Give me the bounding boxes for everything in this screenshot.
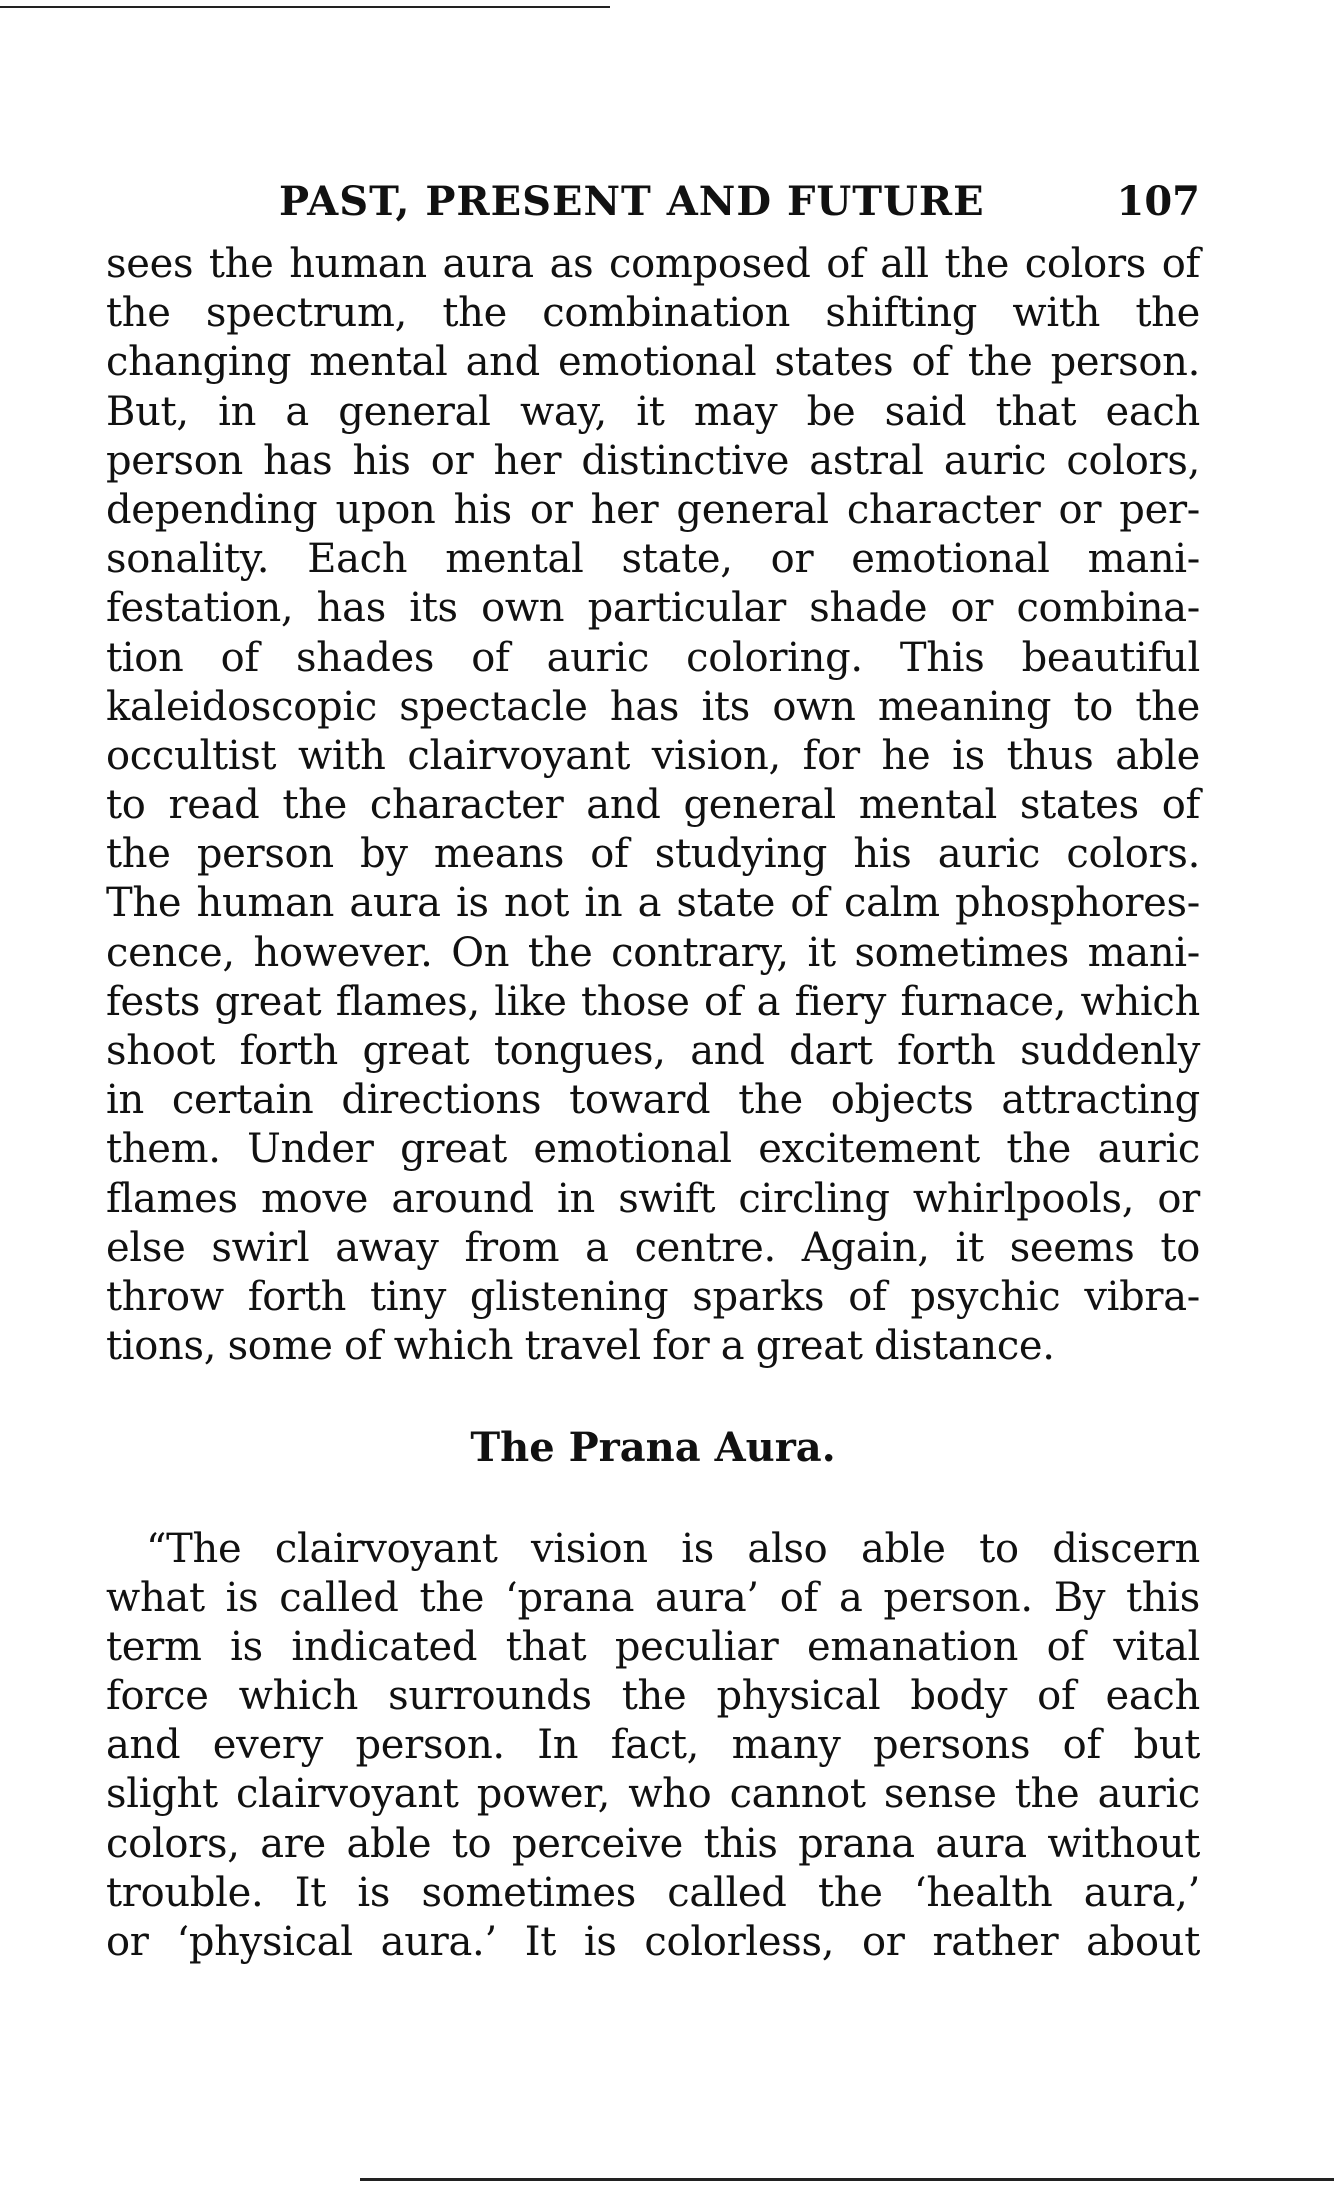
page-number: 107 (1116, 178, 1200, 225)
section-heading: The Prana Aura. (470, 1424, 836, 1472)
text-line: what is called the ‘prana aura’ of a person. By this (106, 1574, 1200, 1621)
text-line: festation, has its own particular shade or combina- (106, 585, 1200, 632)
text-line: slight clairvoyant power, who cannot sense the auric (106, 1771, 1200, 1818)
book-page (106, 170, 1200, 1967)
text-line: sonality. Each mental state, or emotional mani- (106, 536, 1200, 583)
text-line: the spectrum, the combination shifting with the (106, 290, 1200, 337)
text-line: sees the human aura as composed of all the colors of (106, 241, 1200, 287)
text-line: flames move around in swift circling whirlpools, or (106, 1175, 1200, 1222)
bottom-edge-rule (360, 2178, 1334, 2181)
text-line: in certain directions toward the objects attracting (106, 1077, 1200, 1124)
text-line: else swirl away from a centre. Again, it seems to (106, 1224, 1200, 1271)
paragraph-aura-colors (106, 240, 1200, 1371)
text-line: depending upon his or her general character or per- (106, 486, 1200, 533)
running-head-title: PAST, PRESENT AND FUTURE (279, 178, 985, 225)
text-line: trouble. It is sometimes called the ‘health aura,’ (106, 1869, 1200, 1916)
text-line: and every person. In fact, many persons of but (106, 1722, 1200, 1769)
top-edge-rule (0, 6, 610, 8)
paragraph-prana-aura (106, 1525, 1200, 1968)
text-line: kaleidoscopic spectacle has its own meaning to the (106, 683, 1200, 730)
text-line: tion of shades of auric coloring. This beautiful (106, 634, 1200, 681)
text-line: person has his or her distinctive astral auric colors, (106, 437, 1200, 484)
text-line: them. Under great emotional excitement the auric (106, 1126, 1200, 1173)
text-line: to read the character and general mental states of (106, 782, 1200, 829)
text-line: occultist with clairvoyant vision, for he is thus able (106, 732, 1200, 779)
text-line: shoot forth great tongues, and dart forth suddenly (106, 1028, 1200, 1074)
text-line: or ‘physical aura.’ It is colorless, or rather about (106, 1919, 1200, 1965)
text-line: The human aura is not in a state of calm phosphores- (106, 880, 1200, 927)
text-line: “The clairvoyant vision is also able to discern (146, 1525, 1200, 1572)
text-line: fests great flames, like those of a fiery furnace, which (106, 978, 1200, 1025)
text-line: tions, some of which travel for a great distance. (106, 1323, 1055, 1370)
text-line: changing mental and emotional states of the person. (106, 339, 1200, 386)
text-line: the person by means of studying his auric colors. (106, 831, 1200, 878)
text-line: throw forth tiny glistening sparks of psychic vibra- (106, 1273, 1200, 1320)
text-line: term is indicated that peculiar emanation of vital (106, 1623, 1200, 1670)
text-line: colors, are able to perceive this prana aura without (106, 1820, 1200, 1867)
text-line: force which surrounds the physical body of each (106, 1673, 1200, 1720)
text-line: But, in a general way, it may be said that each (106, 388, 1200, 435)
text-line: cence, however. On the contrary, it sometimes mani- (106, 929, 1200, 976)
running-head (106, 170, 1200, 240)
